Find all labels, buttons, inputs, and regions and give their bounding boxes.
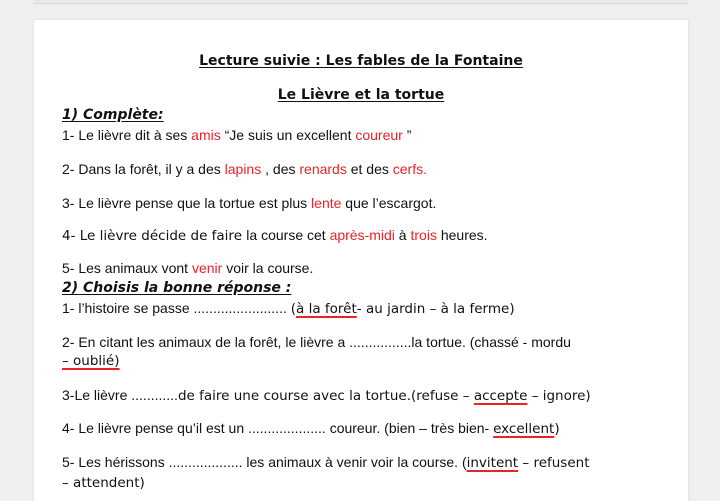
s2-question-3 [62, 387, 591, 404]
s2-q3-text-b: de faire une course avec la tortue.(refuse – [177, 388, 474, 404]
s1-question-4 [62, 227, 488, 244]
s2-q5-text-a: 5- Les hérissons ................... [62, 454, 247, 470]
s1-q2-text-a: 2- Dans la forêt, il y a des [62, 161, 225, 177]
s2-q2-text-a: 2- En citant les animaux de la forêt, le lièvre a ................ [62, 334, 412, 350]
s2-q5-answer-invitent: invitent [466, 455, 519, 471]
s2-q4-text-d: ) [554, 421, 560, 437]
s1-q1-answer-amis: amis [191, 127, 221, 143]
s2-question-2 [62, 334, 571, 351]
s1-q4-text-b: la course cet [246, 227, 330, 243]
s1-q3-text-a: 3- Le lièvre pense que la tortue est plus [62, 195, 312, 211]
section-1-heading: 1) Complète: [62, 107, 164, 123]
s1-q2-answer-renards: renards [299, 161, 347, 177]
s1-q5-answer-venir: venir [191, 260, 223, 276]
document-subtitle: Le Lièvre et la tortue [277, 87, 445, 103]
s1-question-1 [62, 127, 411, 143]
s2-q5-text-e: – attendent) [62, 475, 145, 491]
s2-q4-answer-excellent: excellent [493, 421, 555, 437]
s1-q2-text-e: et des [346, 161, 393, 177]
s1-q2-text-c: , des [261, 161, 300, 177]
s1-question-3 [62, 195, 436, 211]
s1-q1-text-a: 1- Le lièvre dit à ses [62, 127, 192, 143]
s2-q1-text-a: 1- l’histoire se passe ........................ [62, 300, 291, 316]
s1-q4-text-d: à [394, 227, 411, 243]
s1-question-2 [62, 161, 427, 177]
s1-q1-text-e: ” [402, 127, 412, 143]
s2-q1-options-rest: - au jardin – à la ferme) [356, 301, 515, 317]
s2-q5-text-d: – refusent [518, 455, 590, 471]
s2-question-5 [62, 454, 590, 471]
s1-q4-text-a: 4- Le lièvre décide de faire [62, 228, 247, 244]
s2-q2-text-b: la tortue. (chassé - mordu [411, 334, 571, 350]
s1-q4-text-f: heures. [436, 227, 488, 243]
s2-question-1 [62, 300, 515, 317]
s2-q3-answer-accepte: accepte [473, 388, 528, 404]
s1-q1-text-c: “Je suis un excellent [220, 127, 356, 143]
section-2-heading: 2) Choisis la bonne réponse : [62, 280, 292, 296]
s1-q4-answer-apres-midi: après-midi [329, 227, 395, 243]
s2-q3-text-a: 3-Le lièvre ............ [62, 387, 178, 403]
s2-q1-paren: ( [290, 301, 297, 317]
s1-q1-answer-coureur: coureur [355, 127, 403, 143]
s1-q5-text-c: voir la course. [222, 260, 314, 276]
s1-q4-answer-trois: trois [410, 227, 437, 243]
top-toolbar-strip [34, 0, 688, 4]
s2-q1-answer-a-la-foret: à la forêt [296, 301, 357, 317]
s1-q2-answer-cerfs: cerfs. [392, 161, 427, 177]
s2-question-4 [62, 420, 560, 437]
s1-q3-text-c: que l’escargot. [341, 195, 437, 211]
s2-q5-text-b: les animaux à venir voir la course. ( [246, 454, 467, 470]
document-page [34, 20, 688, 501]
document-title: Lecture suivie : Les fables de la Fontaine [199, 53, 523, 69]
s1-q2-answer-lapins: lapins [224, 161, 262, 177]
s1-q5-text-a: 5- Les animaux vont [62, 260, 192, 276]
s2-q4-text-b: coureur. (bien – très bien- [329, 420, 494, 436]
s2-q2-answer-oublie: – oublié) [62, 353, 120, 369]
s2-q4-text-a: 4- Le lièvre pense qu’il est un .................... [62, 420, 330, 436]
s2-q3-text-d: – ignore) [527, 388, 591, 404]
s1-question-5 [62, 260, 313, 276]
s1-q3-answer-lente: lente [311, 195, 342, 211]
